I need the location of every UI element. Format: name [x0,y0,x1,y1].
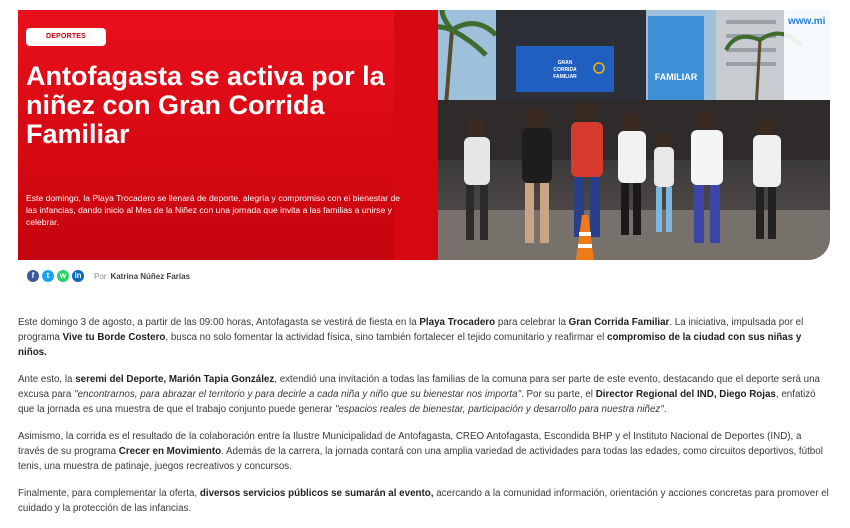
linkedin-icon: in [74,271,82,280]
article-body [18,315,830,528]
hero-banner [18,10,830,260]
article-paragraph-2: Ante esto, la seremi del Deporte, Marión Tapia González, extendió una invitación a todas las familias de la comuna para ser parte de este evento, destacando que el deporte será una excusa para "encontrarnos, para abrazar el territorio y para decirle a cada niña y niño que su bienestar nos importa". Por su parte, el Director Regional del IND, Diego Rojas, enfatizó que la jornada es una muestra de que el trabajo conjunto puede generar "espacios reales de bienestar, participación y desarrollo para nuestra niñez". [18,374,820,415]
hero-text-panel [18,10,416,260]
whatsapp-share-button[interactable] [57,270,69,282]
whatsapp-icon: w [59,271,67,280]
hero-photo [416,10,830,260]
side-banner-text: FAMILIAR [654,72,698,82]
article-paragraph-3: Asimismo, la corrida es el resultado de la colaboración entre la Ilustre Municipalidad de Antofagasta, CREO Antofagasta, Escondida BHP y el Instituto Nacional de Deportes (IND), a través de su programa Crecer en Movimiento. Además de la carrera, la jornada contará con una amplia variedad de actividades para todas las edades, como circuitos deportivos, fútbol tenis, una muestra de patinaje, juegos recreativos y concursos. [18,431,823,472]
race-photo-illustration [416,10,830,260]
stage-sign-line3: FAMILIAR [553,74,577,80]
article-lead: Este domingo, la Playa Trocadero se llenará de deporte, alegría y compromiso con el bienestar de las infancias, dando inicio al Mes de la Niñez con una jornada que invita a las familias a unirse y celebrar. [26,193,401,227]
category-badge[interactable]: DEPORTES [26,28,106,46]
facebook-share-button[interactable] [27,270,39,282]
byline-por: Por [94,271,107,281]
twitter-icon: t [46,271,50,280]
stage-sign-line2: CORRIDA [553,67,577,73]
article-title: Antofagasta se activa por la niñez con Gran Corrida Familiar [26,61,385,149]
twitter-share-button[interactable] [42,270,54,282]
author-name[interactable]: Katrina Núñez Farías [110,271,191,281]
photo-url-fragment: www.mi [788,16,826,27]
linkedin-share-button[interactable] [72,270,84,282]
byline [27,268,190,284]
article-paragraph-1: Este domingo 3 de agosto, a partir de las 09:00 horas, Antofagasta se vestirá de fiesta en la Playa Trocadero para celebrar la Gran Corrida Familiar. La iniciativa, impulsada por el programa Vive tu Borde Costero, busca no solo fomentar la actividad física, sino también fortalecer el tejido comunitario y reafirmar el compromiso de la ciudad con sus niñas y niños. [18,317,804,358]
stage-sign-line1: GRAN [557,60,573,66]
article-paragraph-4: Finalmente, para complementar la oferta, diversos servicios públicos se sumarán al evento, acercando a la comunidad información, orientación y acciones concretas para promover el cuidado y la protección de las infancias. [18,488,829,514]
facebook-icon: f [31,271,35,280]
